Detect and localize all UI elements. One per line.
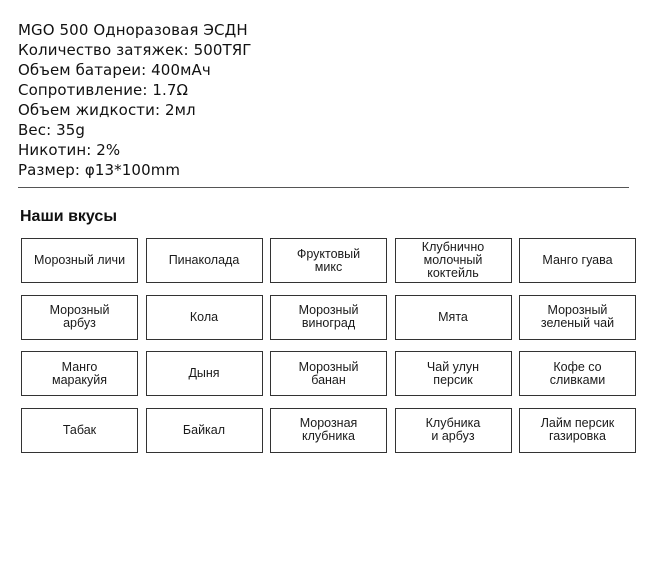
flavor-cell: Морозный зеленый чай [519,295,636,340]
flavor-cell: Табак [21,408,138,453]
flavors-heading: Наши вкусы [20,208,117,225]
flavor-cell: Манго маракуйя [21,351,138,396]
spec-battery-capacity: Объем батареи: 400мАч [18,61,211,79]
flavor-cell: Клубнично молочный коктейль [395,238,512,283]
flavor-cell: Фруктовый микс [270,238,387,283]
section-divider [18,187,629,188]
flavor-cell: Морозный арбуз [21,295,138,340]
spec-puff-count: Количество затяжек: 500ТЯГ [18,41,252,59]
flavor-cell: Чай улун персик [395,351,512,396]
flavor-cell: Дыня [146,351,263,396]
spec-resistance: Сопротивление: 1.7Ω [18,81,189,99]
flavor-cell: Кола [146,295,263,340]
spec-weight: Вес: 35g [18,121,85,139]
flavor-cell: Мята [395,295,512,340]
flavor-cell: Морозная клубника [270,408,387,453]
spec-nicotine: Никотин: 2% [18,141,121,159]
flavor-cell: Клубника и арбуз [395,408,512,453]
flavor-cell: Морозный виноград [270,295,387,340]
flavor-grid [21,238,636,453]
product-specs [18,20,252,180]
flavor-cell: Морозный личи [21,238,138,283]
flavor-cell: Манго гуава [519,238,636,283]
flavor-cell: Морозный банан [270,351,387,396]
spec-product-name: MGO 500 Одноразовая ЭСДН [18,21,248,39]
flavor-cell: Пинаколада [146,238,263,283]
flavor-cell: Кофе со сливками [519,351,636,396]
spec-size: Размер: φ13*100mm [18,161,181,179]
spec-liquid-volume: Объем жидкости: 2мл [18,101,196,119]
flavor-cell: Лайм персик газировка [519,408,636,453]
flavor-cell: Байкал [146,408,263,453]
